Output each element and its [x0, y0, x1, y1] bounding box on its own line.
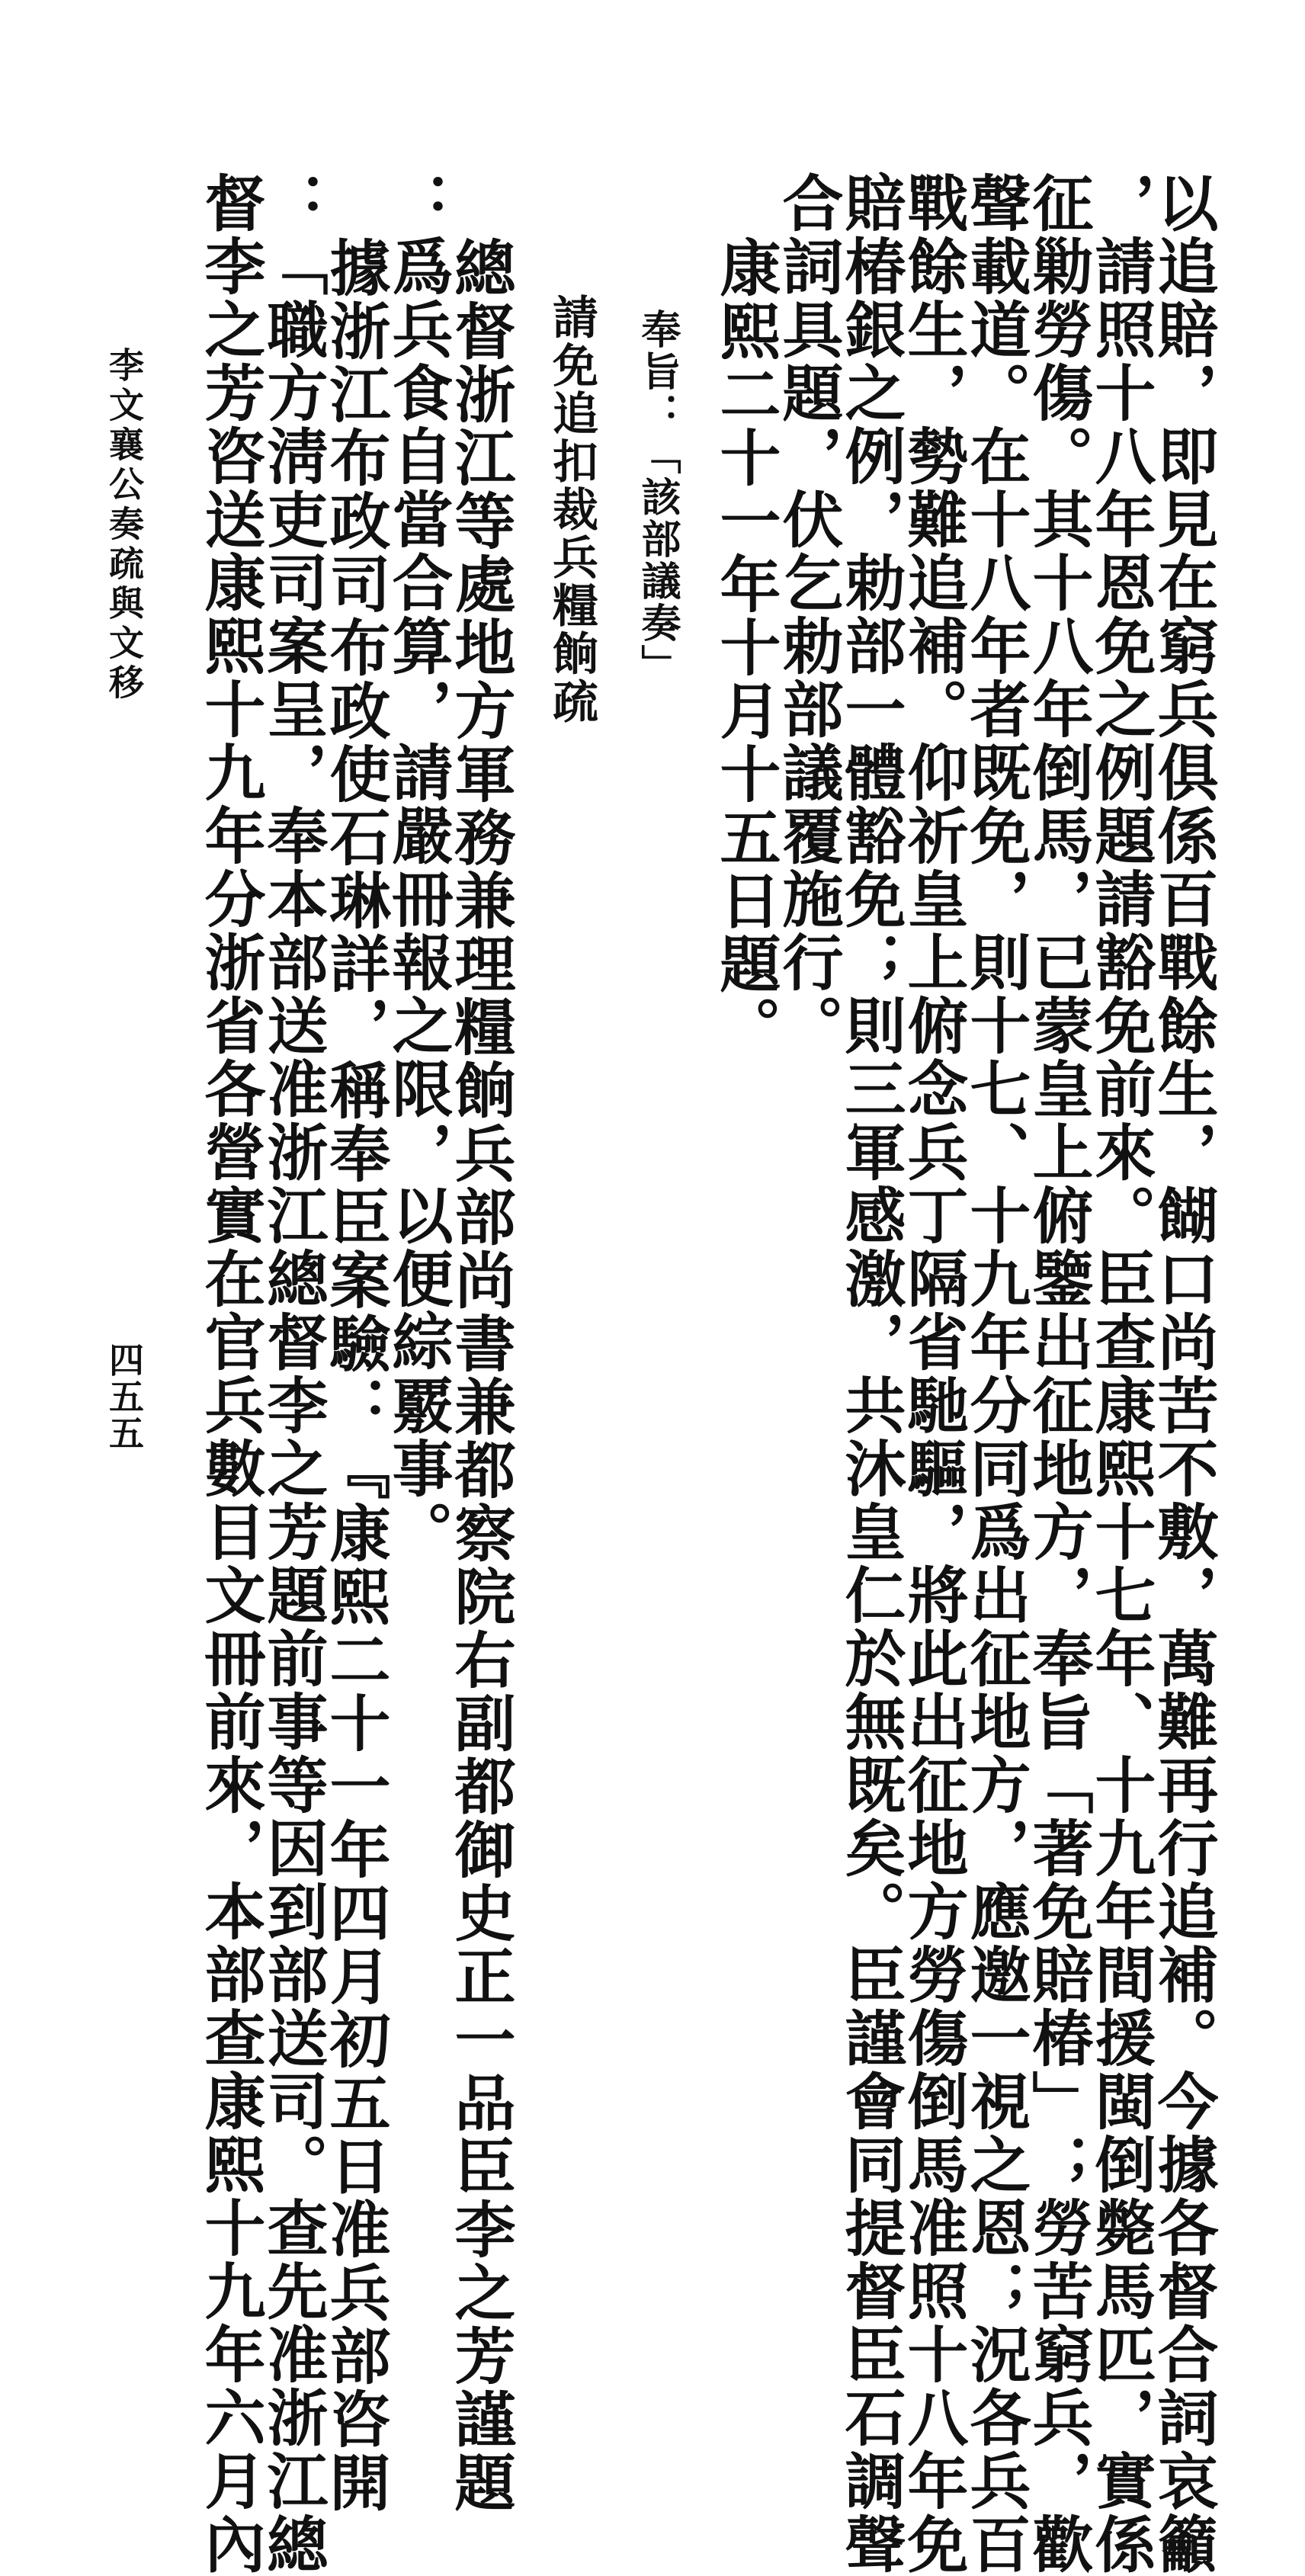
- text-column-5: 戰餘生，勢難追補。仰祈皇上俯念兵丁隔省馳驅，將此出征地方勞傷倒馬准照十八年免: [897, 172, 969, 2576]
- text-column-12: ：爲兵食自當合算，請嚴冊報之限，以便綜覈事。: [382, 172, 454, 1564]
- text-column-2: ，請照十八年恩免之例題請豁免前來。臣查康熙十七年、十九年間援閩倒斃馬匹，實係: [1085, 172, 1156, 2576]
- text-column-13: 據浙江布政司布政使石琳詳，稱奉臣案驗：『康熙二十一年四月初五日准兵部咨開: [319, 236, 391, 2514]
- text-column-15: 督李之芳咨送康熙十九年分浙省各營實在官兵數目文冊前來，本部查康熙十九年六月內: [194, 172, 266, 2576]
- date-line: 康熙二十一年十月十五日題。: [710, 236, 781, 1059]
- text-column-3: 征勦勞傷。其十八年倒馬，已蒙皇上俯鑒出征地方，奉旨「著免賠椿」；勞苦窮兵，歡: [1022, 172, 1094, 2576]
- text-column-4: 聲載道。在十八年者既免，則十七、十九年分同爲出征地方，應邀一視之恩；況各兵百: [960, 172, 1031, 2576]
- section-title: 請免追扣裁兵糧餉疏: [545, 294, 598, 726]
- text-column-6: 賠椿銀之例，勅部一體豁免；則三軍感激，共沐皇仁於無既矣。臣謹會同提督臣石調聲: [835, 172, 906, 2576]
- page-number: 四五五: [104, 1342, 145, 1452]
- text-column-1: 以追賠，即見在窮兵俱係百戰餘生，餬口尚苦不敷，萬難再行追補。今據各督合詞哀籲: [1147, 172, 1219, 2576]
- imperial-rescript: 奉旨：「該部議奏」: [634, 309, 681, 686]
- text-column-14: ：「職方淸吏司案呈，奉本部送准浙江總督李之芳題前事等因到部送司。查先准浙江總: [257, 172, 329, 2576]
- text-column-11: 總督浙江等處地方軍務兼理糧餉兵部尚書兼都察院右副都御史正一品臣李之芳謹題: [444, 236, 516, 2514]
- text-column-7: 合詞具題，伏乞勅部議覆施行。: [772, 172, 844, 1057]
- running-header: 李文襄公奏疏與文移: [104, 347, 145, 704]
